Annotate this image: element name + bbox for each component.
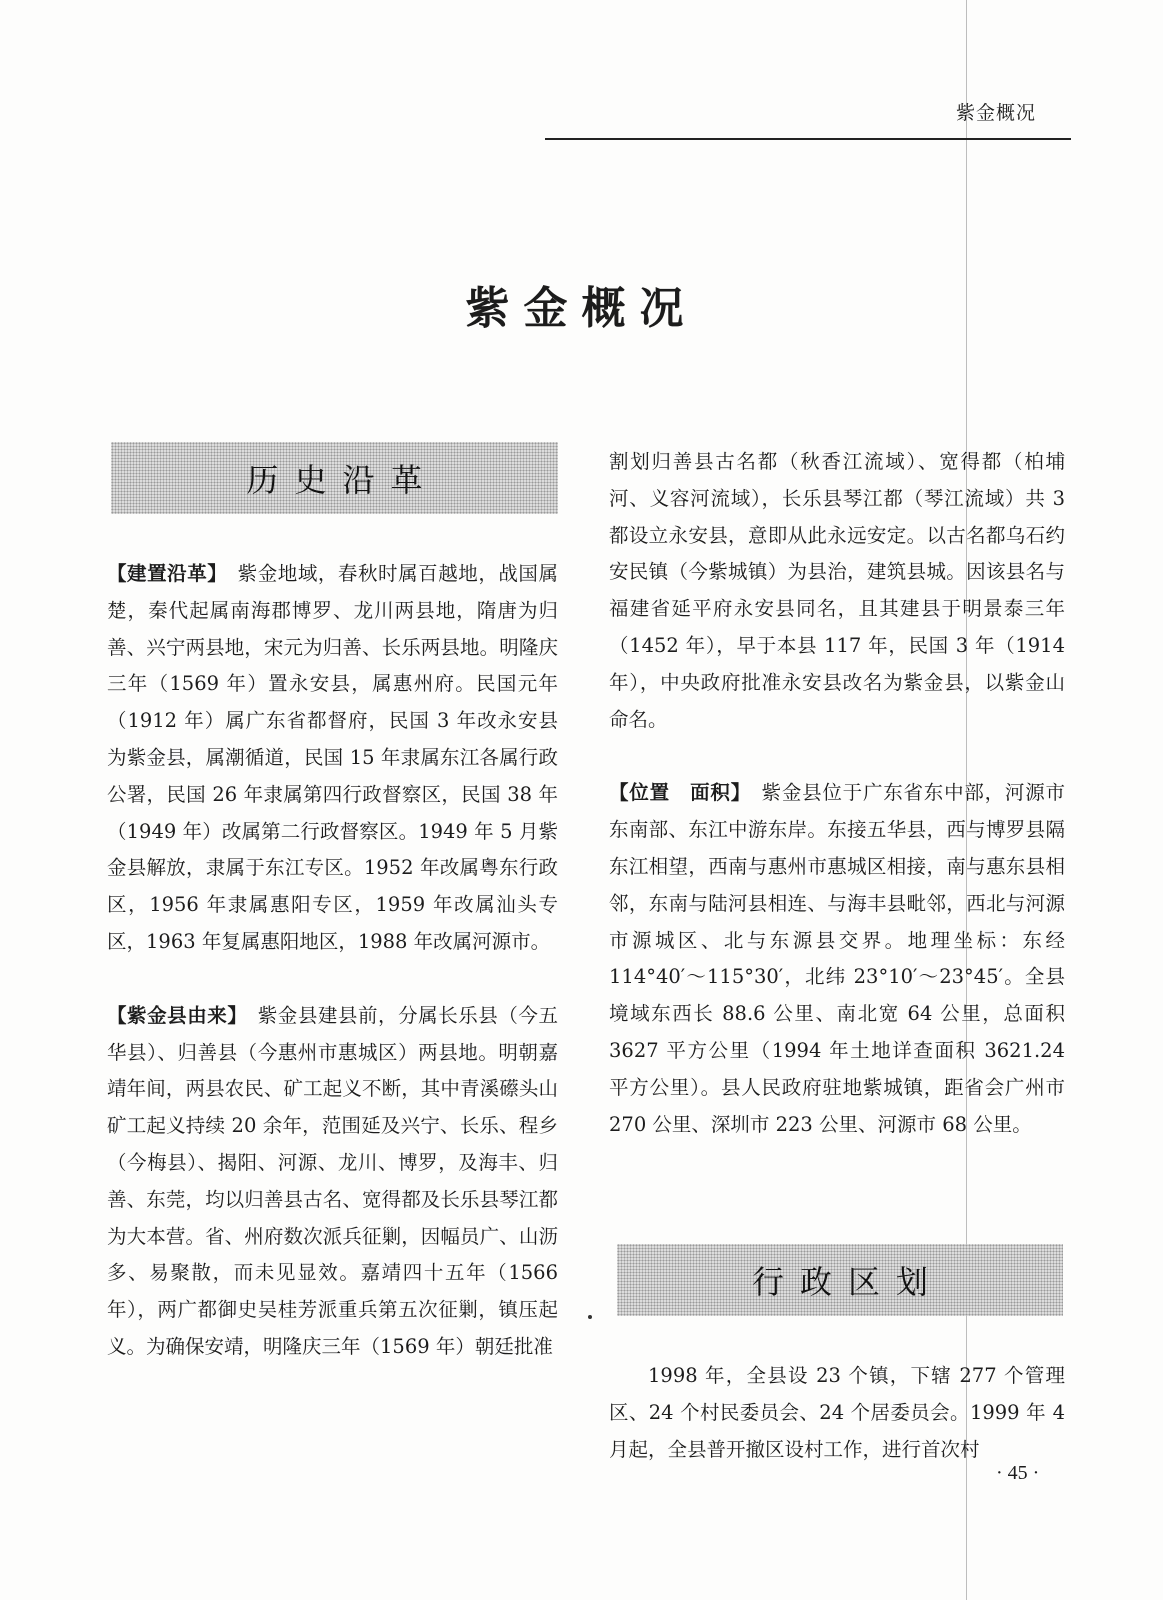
right-column bbox=[609, 444, 1065, 1143]
paragraph-lead: 【紫金县由来】 bbox=[107, 1003, 238, 1027]
page-title: 紫金概况 bbox=[465, 283, 698, 334]
paragraph-location-area bbox=[609, 775, 1065, 1143]
paragraph-text: 割划归善县古名都（秋香江流域）、宽得都（柏埔河、义容河流域），长乐县琴江都（琴江流域）共 3 都设立永安县，意即从此永远安定。以古名都乌石约安民镇（今紫城镇）为县治，建筑县城。因该县名与福建省延平府永安县同名，且其建县于明景泰三年（1452 年），早于本县 117 年，民国 3 年（1914 年），中央政府批准永安县改名为紫金县，以紫金山命名。 bbox=[609, 450, 1065, 731]
paragraph-text: 紫金县位于广东省东中部，河源市东南部、东江中游东岸。东接五华县，西与博罗县隔东江相望，西南与惠州市惠城区相接，南与惠东县相邻，东南与陆河县相连、与海丰县毗邻，西北与河源市源城区、北与东源县交界。地理坐标：东经 114°40′～115°30′，北纬 23°10′～23°45′。全县境域东西长 88.6 公里、南北宽 64 公里，总面积 3627 平方公里（1994 年土地详查面积 3621.24 平方公里）。县人民政府驻地紫城镇，距省会广州市 270 公里、深圳市 223 公里、河源市 68 公里。 bbox=[609, 781, 1065, 1136]
paragraph-text: 紫金地域，春秋时属百越地，战国属楚，秦代起属南海郡博罗、龙川两县地，隋唐为归善、兴宁两县地，宋元为归善、长乐两县地。明隆庆三年（1569 年）置永安县，属惠州府。民国元年（1912 年）属广东省都督府，民国 3 年改永安县为紫金县，属潮循道，民国 15 年隶属东江各属行政公署，民国 26 年隶属第四行政督察区，民国 38 年（1949 年）改属第二行政督察区。1949 年 5 月紫金县解放，隶属于东江专区。1952 年改属粤东行政区，1956 年隶属惠阳专区，1959 年改属汕头专区，1963 年复属惠阳地区，1988 年改属河源市。 bbox=[107, 562, 558, 953]
left-column bbox=[107, 556, 558, 1366]
paragraph-origin bbox=[107, 998, 558, 1366]
paragraph-origin-continued bbox=[609, 444, 1065, 738]
paragraph-lead: 【位置 面积】 bbox=[609, 781, 742, 805]
paragraph-text: 紫金县建县前，分属长乐县（今五华县）、归善县（今惠州市惠城区）两县地。明朝嘉靖年间，两县农民、矿工起义不断，其中青溪礤头山矿工起义持续 20 余年，范围延及兴宁、长乐、程乡（今梅县）、揭阳、河源、龙川、博罗，及海丰、归善、东莞，均以归善县古名、宽得都及长乐县琴江都为大本营。省、州府数次派兵征剿，因幅员广、山沥多、易聚散，而未见显效。嘉靖四十五年（1566 年），两广都御史吴桂芳派重兵第五次征剿，镇压起义。为确保安靖，明隆庆三年（1569 年）朝廷批准 bbox=[107, 1003, 558, 1358]
section-heading-history: 历史沿革 bbox=[246, 461, 439, 499]
section-banner-history bbox=[111, 442, 558, 514]
right-column-lower bbox=[609, 1358, 1065, 1468]
section-banner-admin bbox=[617, 1244, 1063, 1316]
paragraph-text: 1998 年，全县设 23 个镇，下辖 277 个管理区、24 个村民委员会、24 个居委员会。1999 年 4 月起，全县普开撤区设村工作，进行首次村 bbox=[609, 1364, 1065, 1461]
page-number: · 45 · bbox=[996, 1462, 1040, 1484]
scan-speck bbox=[588, 1315, 592, 1319]
running-head: 紫金概况 bbox=[956, 102, 1037, 124]
paragraph-admin-division bbox=[609, 1358, 1065, 1468]
paragraph-lead: 【建置沿革】 bbox=[107, 562, 218, 585]
paragraph-establishment bbox=[107, 556, 558, 961]
section-heading-admin: 行政区划 bbox=[751, 1263, 944, 1301]
header-rule bbox=[545, 138, 1071, 140]
